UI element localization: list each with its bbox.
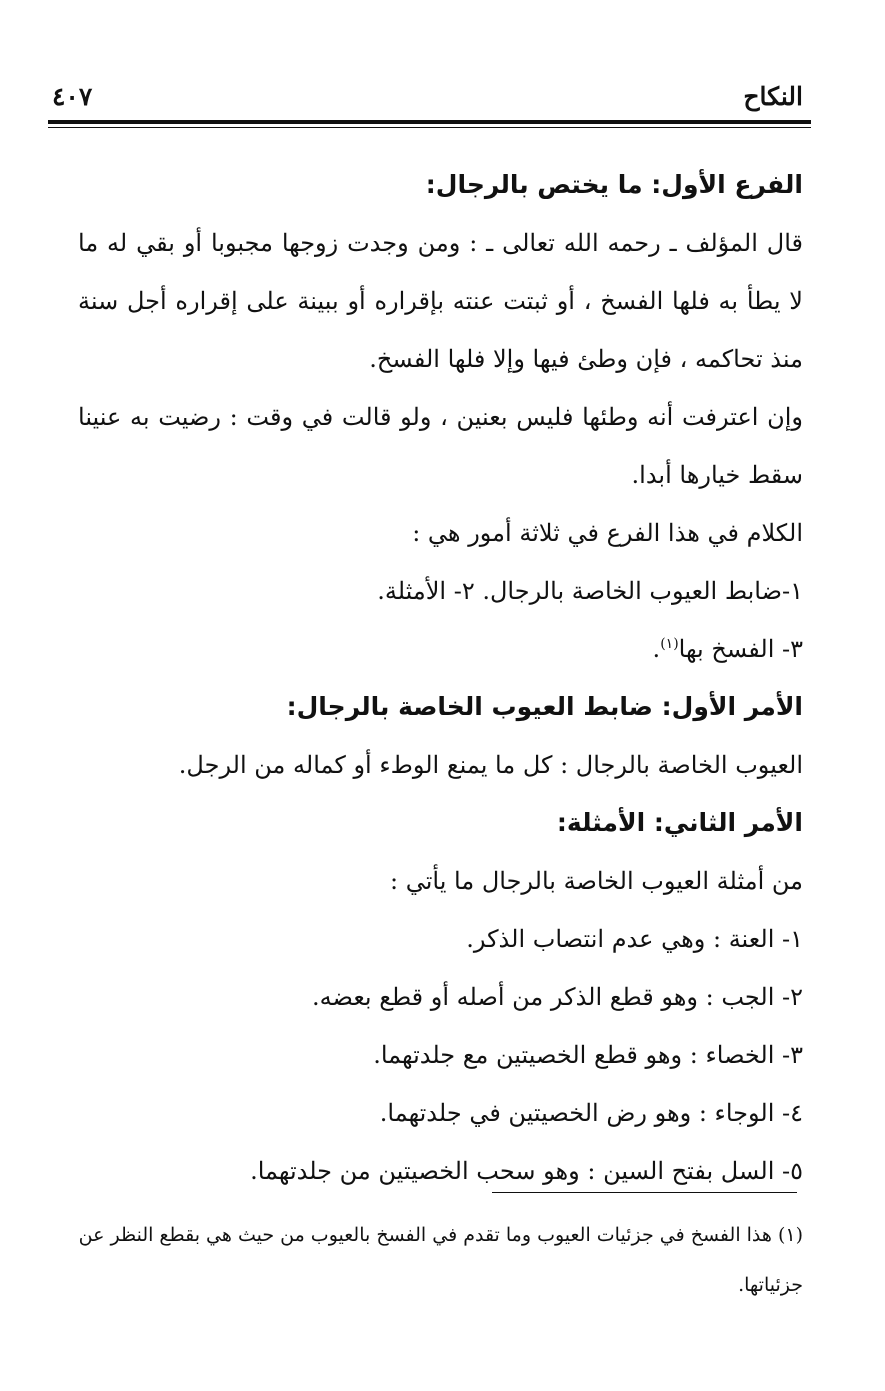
section-heading-matter-1: الأمر الأول: ضابط العيوب الخاصة بالرجال: <box>286 692 803 721</box>
paragraph-quote: قال المؤلف ـ رحمه الله تعالى ـ : ومن وجدت زوجها مجبوبا أو بقي له ما لا يطأ به فلها الفسخ ، أو ثبتت عنته بإقراره أو ببينة على إقراره أجل سنة منذ تحاكمه ، فإن وطئ فيها وإلا فلها الفسخ. <box>78 229 803 373</box>
list-item-end: . <box>652 635 661 663</box>
paragraph-confession: وإن اعترفت أنه وطئها فليس بعنين ، ولو قالت في وقت : رضيت به عنينا سقط خيارها أبدا. <box>78 403 803 489</box>
page-number: ٤٠٧ <box>52 82 93 111</box>
footnote <box>53 1210 803 1310</box>
list-item-topics-2 <box>78 620 803 678</box>
footnote-separator <box>492 1192 797 1193</box>
example-item: ٣- الخصاء : وهو قطع الخصيتين مع جلدتهما. <box>373 1041 803 1069</box>
running-title: النكاح <box>743 82 803 111</box>
list-item-text: ٣- الفسخ بها <box>678 635 803 663</box>
list-item-topics-1: ١-ضابط العيوب الخاصة بالرجال. ٢- الأمثلة. <box>377 577 803 605</box>
footnote-marker: (١) <box>660 636 679 652</box>
main-text <box>78 156 803 1200</box>
example-item: ٥- السل بفتح السين : وهو سحب الخصيتين من جلدتهما. <box>250 1157 803 1185</box>
example-item: ٢- الجب : وهو قطع الذكر من أصله أو قطع بعضه. <box>312 983 803 1011</box>
section-heading-branch: الفرع الأول: ما يختص بالرجال: <box>425 170 803 199</box>
section-heading-matter-2: الأمر الثاني: الأمثلة: <box>556 808 803 837</box>
footnote-line-1: (١) هذا الفسخ في جزئيات العيوب وما تقدم في الفسخ بالعيوب من حيث هي بقطع النظر عن <box>78 1224 803 1246</box>
example-item: ٤- الوجاء : وهو رض الخصيتين في جلدتهما. <box>379 1099 803 1127</box>
example-item: ١- العنة : وهي عدم انتصاب الذكر. <box>466 925 803 953</box>
paragraph-intro: الكلام في هذا الفرع في ثلاثة أمور هي : <box>412 519 803 547</box>
header-rule-thick <box>48 120 811 124</box>
header-rule-thin <box>48 127 811 128</box>
paragraph-definition: العيوب الخاصة بالرجال : كل ما يمنع الوطء أو كماله من الرجل. <box>178 751 803 779</box>
paragraph-examples-intro: من أمثلة العيوب الخاصة بالرجال ما يأتي : <box>390 867 803 895</box>
footnote-line-2: جزئياتها. <box>738 1274 803 1296</box>
